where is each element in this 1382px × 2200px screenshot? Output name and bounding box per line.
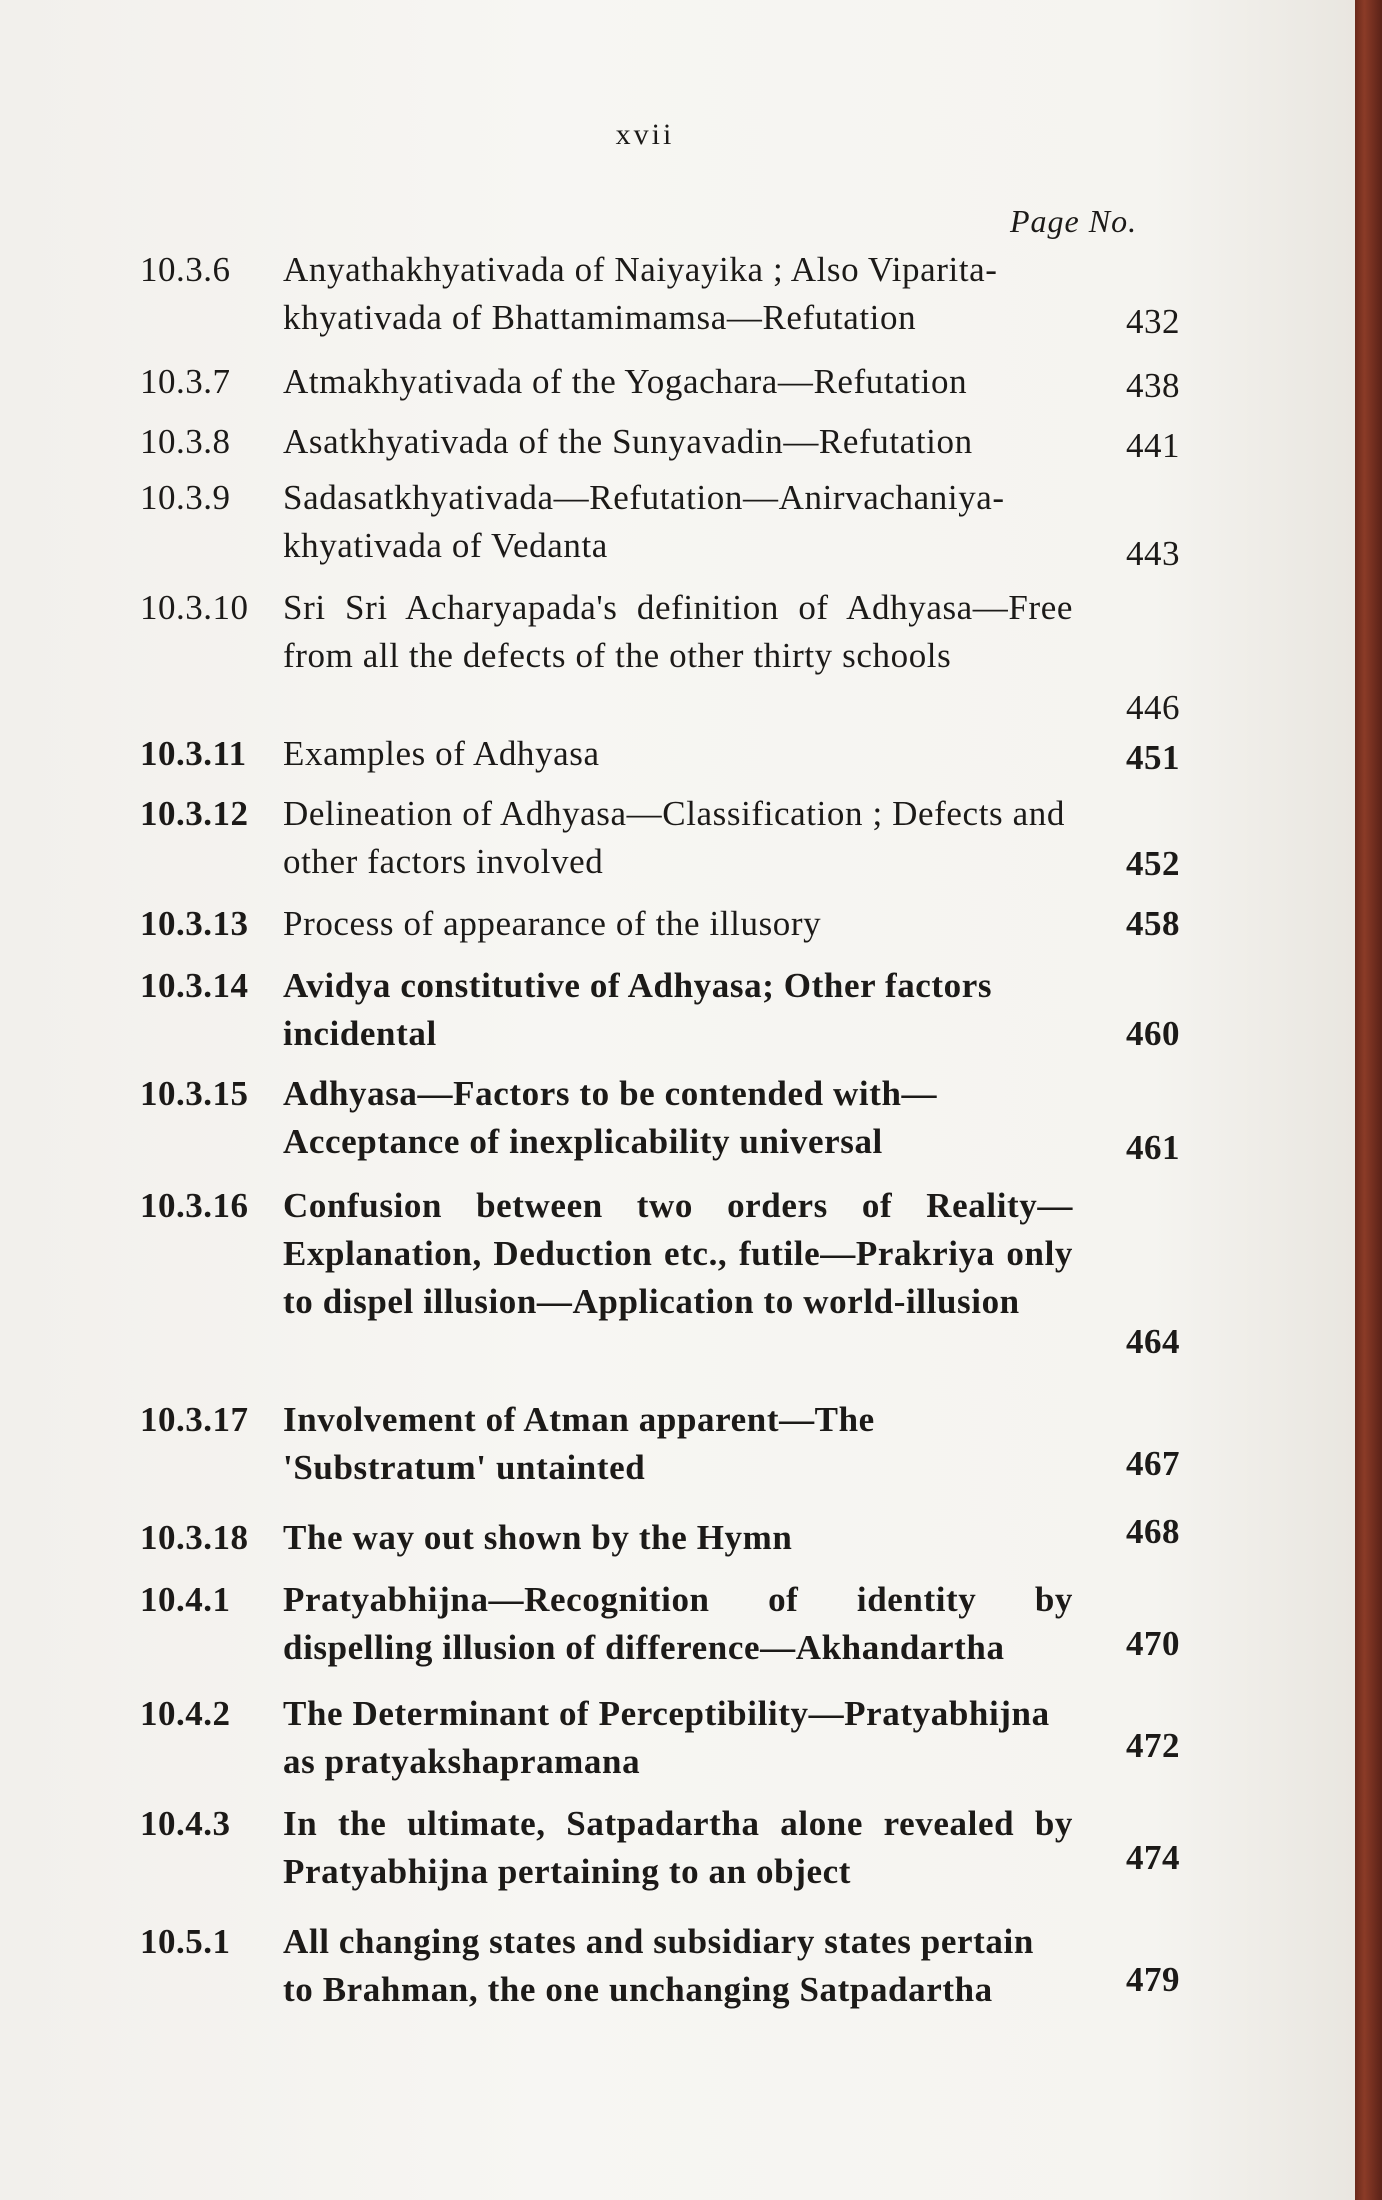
entry-title: Sadasatkhyativada—Refutation—Anirvachaniya-khyativada of Vedanta <box>283 478 1005 565</box>
entry-page: 461 <box>1126 1128 1180 1167</box>
toc-entry <box>140 418 1180 466</box>
entry-title: Process of appearance of the illusory <box>283 904 822 943</box>
toc-entry <box>140 1918 1180 2014</box>
toc-entry <box>140 474 1180 573</box>
entry-page: 438 <box>1126 366 1180 405</box>
entry-number: 10.3.15 <box>140 1074 249 1113</box>
entry-title: Avidya constitutive of Adhyasa; Other factors incidental <box>283 966 993 1053</box>
entry-page: 441 <box>1126 426 1180 465</box>
entry-number: 10.3.6 <box>140 250 231 289</box>
entry-number: 10.3.7 <box>140 362 231 401</box>
entry-title: Adhyasa—Factors to be contended with—Acceptance of inexplicability universal <box>283 1074 938 1161</box>
entry-title: Confusion between two orders of Reality—Explanation, Deduction etc., futile—Prakriya only to dispel illusion—Application to world-illusion <box>283 1186 1073 1321</box>
entry-number: 10.3.14 <box>140 966 249 1005</box>
toc-entry <box>140 1800 1180 1896</box>
entry-page: 432 <box>1126 302 1180 341</box>
entry-title: Asatkhyativada of the Sunyavadin—Refutation <box>283 422 973 461</box>
entry-page: 458 <box>1126 904 1180 943</box>
toc-entry <box>140 246 1180 342</box>
entry-number: 10.3.17 <box>140 1400 249 1439</box>
toc-entry <box>140 962 1180 1058</box>
toc-entry <box>140 358 1180 406</box>
entry-title: Sri Sri Acharyapada's definition of Adhyasa—Free from all the defects of the other thirty schools <box>283 588 1073 675</box>
entry-page: 451 <box>1126 738 1180 777</box>
entry-page: 470 <box>1126 1624 1180 1663</box>
entry-page: 467 <box>1126 1444 1180 1483</box>
entry-number: 10.4.2 <box>140 1694 231 1733</box>
entry-title: Delineation of Adhyasa—Classification ; Defects and other factors involved <box>283 794 1065 881</box>
toc-entry <box>140 584 1180 728</box>
toc-entry <box>140 1576 1180 1672</box>
entry-title: The Determinant of Perceptibility—Pratyabhijna as pratyakshapramana <box>283 1694 1050 1781</box>
entry-page: 464 <box>1126 1322 1180 1361</box>
entry-number: 10.3.11 <box>140 734 247 773</box>
entry-page: 472 <box>1126 1726 1180 1765</box>
entry-page: 474 <box>1126 1838 1180 1877</box>
entry-number: 10.3.9 <box>140 478 231 517</box>
entry-title: Anyathakhyativada of Naiyayika ; Also Viparita-khyativada of Bhattamimamsa—Refutation <box>283 250 998 337</box>
toc-entry <box>140 900 1180 948</box>
entry-page: 446 <box>1126 688 1180 727</box>
entry-number: 10.3.18 <box>140 1518 249 1557</box>
entry-page: 443 <box>1126 534 1180 573</box>
entry-number: 10.4.1 <box>140 1580 231 1619</box>
entry-page: 452 <box>1126 844 1180 883</box>
entry-title: Atmakhyativada of the Yogachara—Refutation <box>283 362 968 401</box>
entry-title: All changing states and subsidiary states pertain to Brahman, the one unchanging Satpadartha <box>283 1922 1034 2009</box>
entry-title: The way out shown by the Hymn <box>283 1518 793 1557</box>
entry-number: 10.3.16 <box>140 1186 249 1225</box>
entry-title: Pratyabhijna—Recognition of identity by dispelling illusion of difference—Akhandartha <box>283 1580 1073 1667</box>
toc-entry <box>140 1070 1180 1166</box>
entry-page: 468 <box>1126 1512 1180 1551</box>
page-number-column-heading: Page No. <box>1010 203 1138 239</box>
page-folio: xvii <box>615 118 675 151</box>
entry-number: 10.4.3 <box>140 1804 231 1843</box>
toc-entry <box>140 1514 1180 1562</box>
toc-entry <box>140 1182 1180 1374</box>
entry-number: 10.3.8 <box>140 422 231 461</box>
entry-page: 479 <box>1126 1960 1180 1999</box>
entry-title: Examples of Adhyasa <box>283 734 600 773</box>
entry-title: Involvement of Atman apparent—The 'Substratum' untainted <box>283 1400 875 1487</box>
toc-entry <box>140 790 1180 886</box>
entry-number: 10.3.12 <box>140 794 249 833</box>
entry-number: 10.3.13 <box>140 904 249 943</box>
entry-title: In the ultimate, Satpadartha alone revealed by Pratyabhijna pertaining to an object <box>283 1804 1073 1891</box>
entry-number: 10.3.10 <box>140 588 249 627</box>
toc-entry <box>140 1690 1180 1786</box>
toc-entry <box>140 1396 1180 1492</box>
toc-entry <box>140 730 1180 778</box>
entry-number: 10.5.1 <box>140 1922 231 1961</box>
book-cover-edge <box>1355 0 1382 2200</box>
entry-page: 460 <box>1126 1014 1180 1053</box>
